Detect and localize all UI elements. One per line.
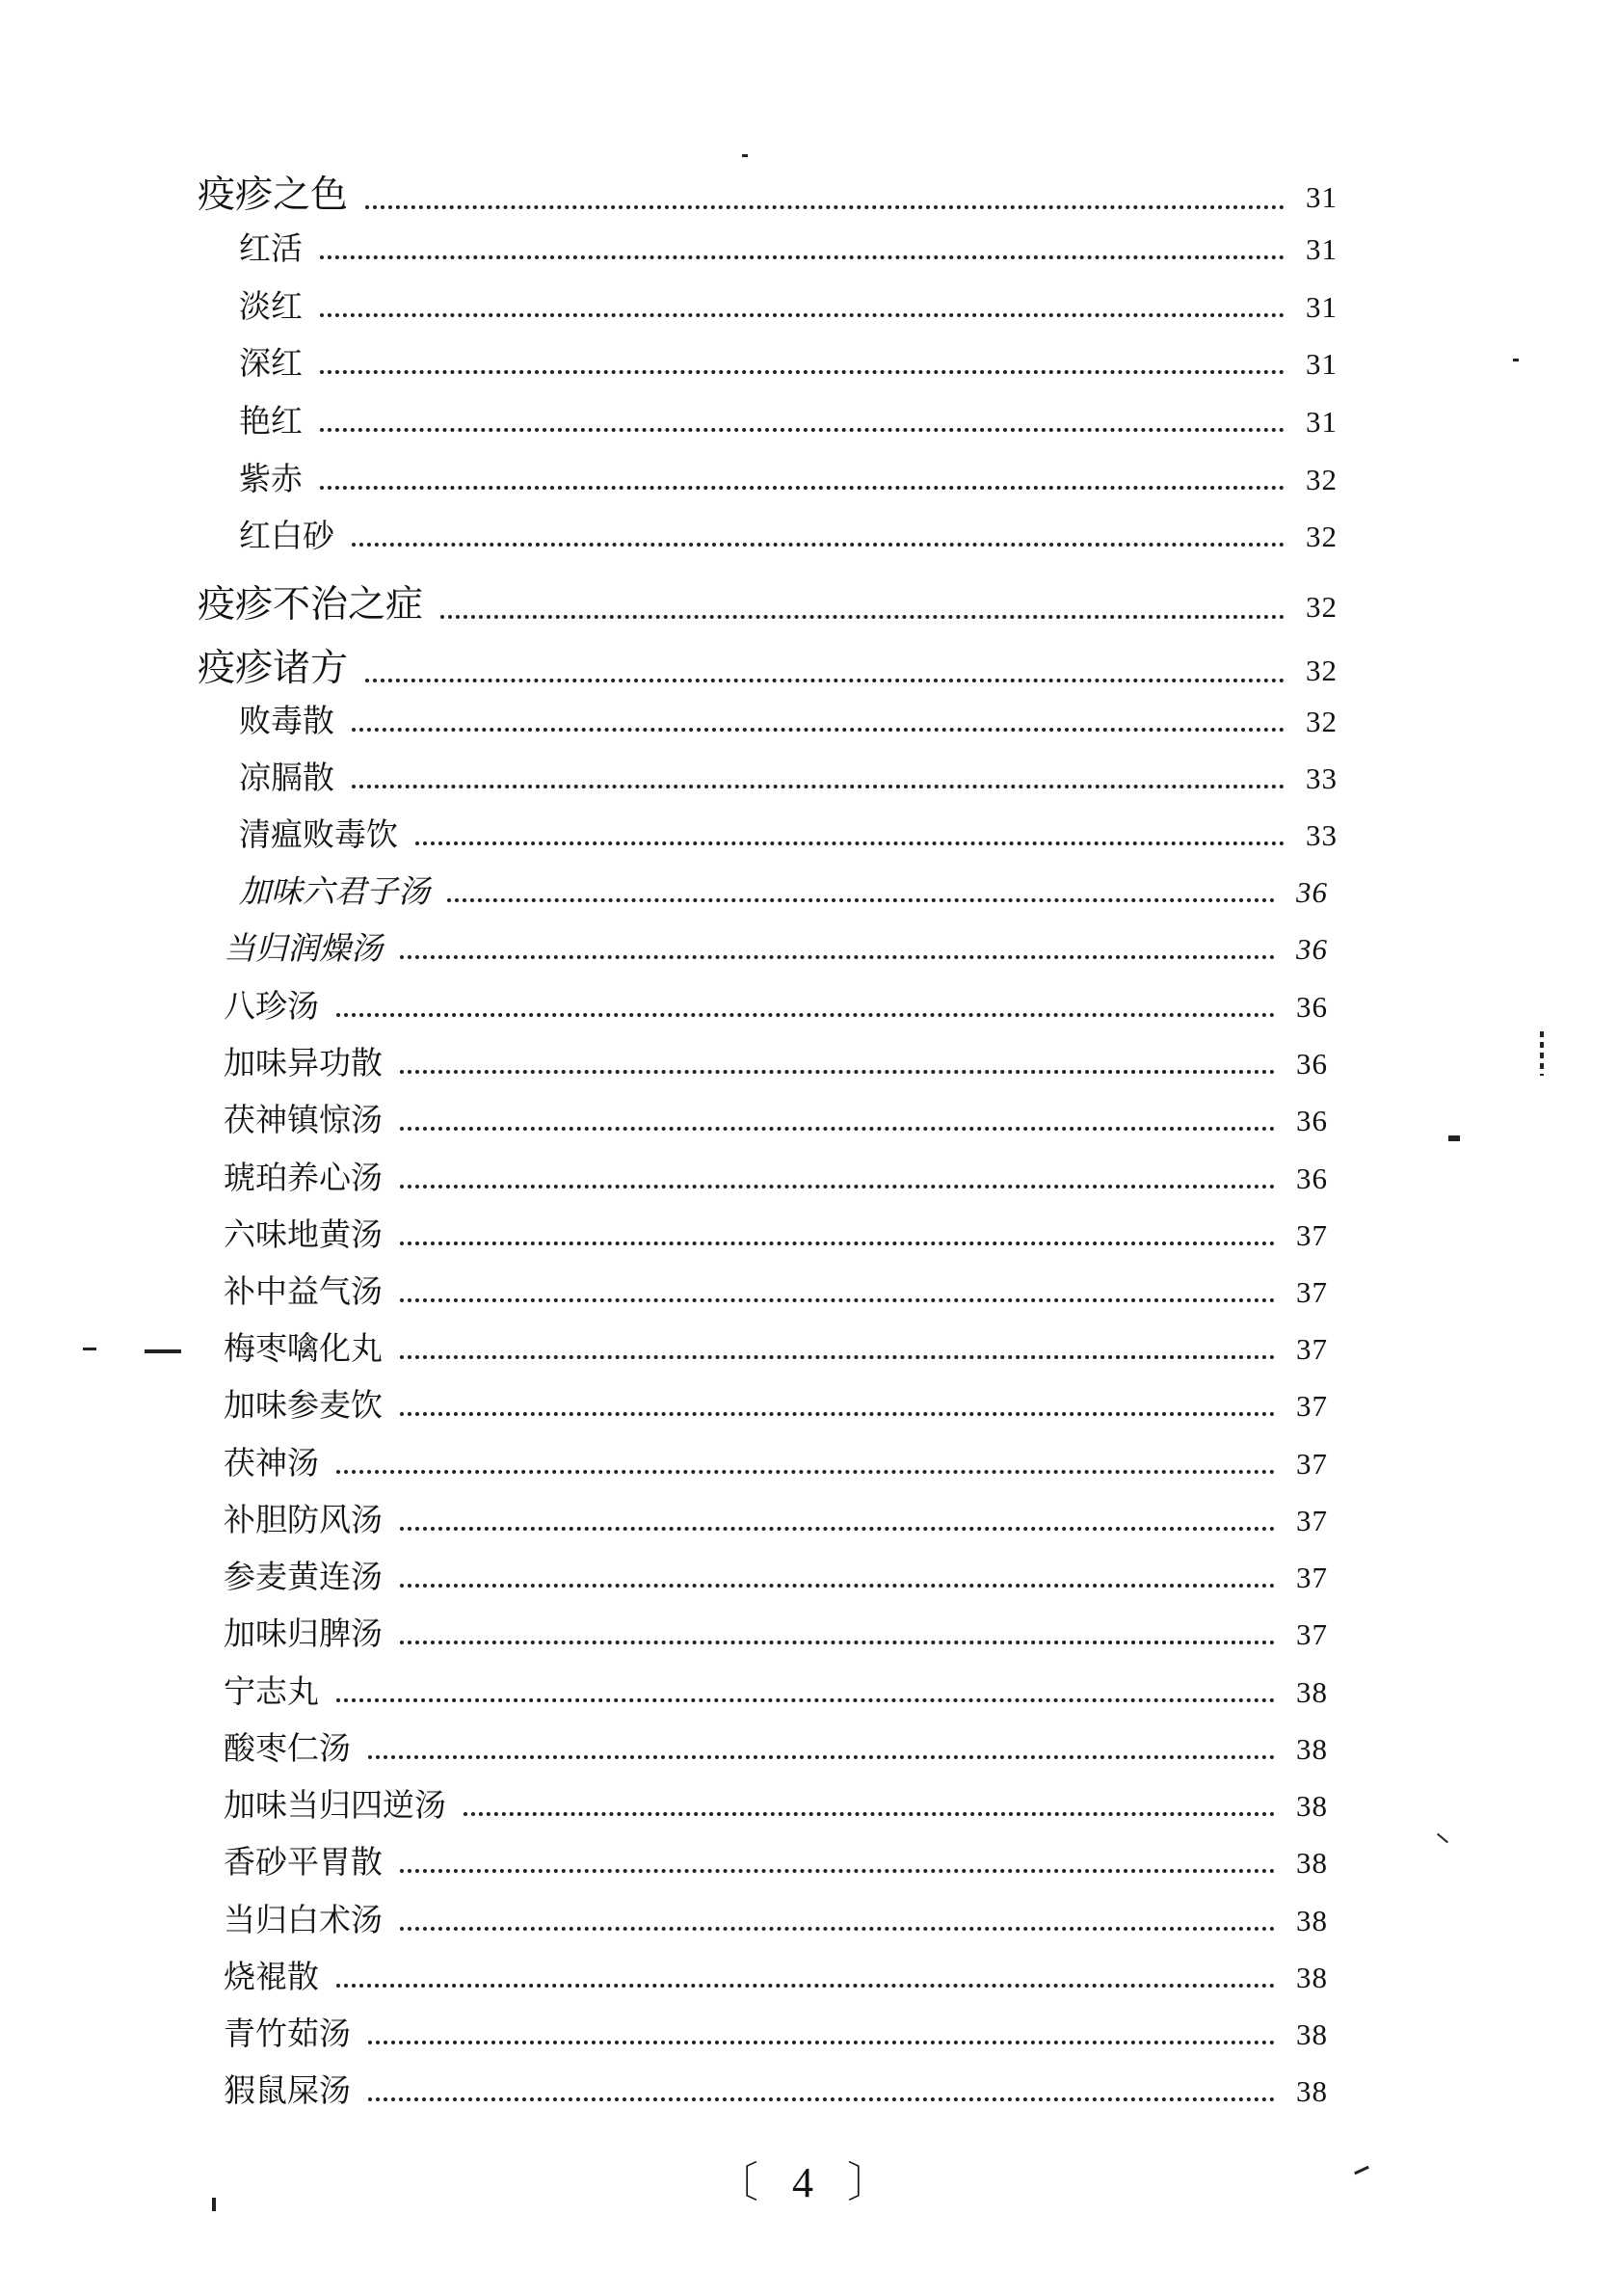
dot-leader	[400, 1241, 1275, 1245]
dot-leader	[336, 1470, 1275, 1474]
toc-entry-page: 32	[1306, 520, 1338, 553]
toc-entry-page: 37	[1296, 1275, 1328, 1309]
toc-entry-page: 36	[1296, 1047, 1328, 1081]
toc-entry-page: 38	[1296, 1732, 1328, 1766]
toc-entry[interactable]	[224, 1323, 1328, 1369]
dot-leader	[400, 1641, 1275, 1644]
dot-leader	[352, 543, 1285, 547]
toc-entry-page: 38	[1296, 1675, 1328, 1709]
dot-leader	[400, 1298, 1275, 1302]
toc-entry[interactable]	[224, 1495, 1328, 1540]
toc-entry[interactable]	[224, 1095, 1328, 1140]
toc-entry-page: 38	[1296, 2017, 1328, 2051]
dot-leader	[400, 1927, 1275, 1931]
toc-entry-title: 青竹茹汤	[224, 2015, 351, 2052]
dot-leader	[400, 1070, 1275, 1074]
toc-entry-title: 红白砂	[239, 517, 334, 554]
toc-entry-page: 32	[1306, 654, 1338, 687]
toc-entry[interactable]	[239, 281, 1338, 327]
toc-entry-title: 败毒散	[239, 702, 334, 739]
toc-entry-page: 38	[1296, 1789, 1328, 1823]
toc-entry-page: 37	[1296, 1218, 1328, 1252]
dot-leader	[400, 1869, 1275, 1873]
toc-entry-page: 38	[1296, 2074, 1328, 2108]
toc-entry-title: 茯神汤	[224, 1444, 319, 1482]
toc-entry-page: 38	[1296, 1904, 1328, 1937]
toc-entry-title: 紫赤	[239, 460, 303, 497]
toc-entry-title: 猳鼠屎汤	[224, 2071, 351, 2109]
toc-entry[interactable]	[239, 810, 1338, 855]
toc-entry[interactable]	[239, 696, 1338, 741]
dot-leader	[368, 1755, 1275, 1759]
page-number: 〔 4 〕	[716, 2159, 901, 2206]
dot-leader	[336, 1984, 1275, 1988]
dot-leader	[464, 1812, 1275, 1816]
toc-entry-page: 32	[1306, 705, 1338, 738]
scan-speck	[83, 1348, 96, 1350]
dot-leader	[400, 1355, 1275, 1359]
toc-entry-title: 深红	[239, 344, 303, 382]
toc-entry-page: 37	[1296, 1504, 1328, 1537]
scan-speck	[1540, 1031, 1544, 1076]
toc-entry-page: 37	[1296, 1389, 1328, 1423]
dot-leader	[400, 1185, 1275, 1188]
scan-speck	[1448, 1135, 1460, 1141]
toc-entry[interactable]	[239, 338, 1338, 384]
toc-entry-page: 36	[1296, 990, 1328, 1024]
toc-entry[interactable]	[239, 224, 1338, 269]
toc-entry[interactable]	[224, 1552, 1328, 1597]
toc-entry[interactable]	[239, 753, 1338, 798]
toc-entry-page: 31	[1306, 405, 1338, 439]
toc-entry-page: 36	[1296, 875, 1328, 909]
dot-leader	[336, 1013, 1275, 1017]
scan-speck	[742, 154, 748, 157]
dot-leader	[352, 728, 1285, 732]
dot-leader	[320, 428, 1285, 432]
toc-entry[interactable]	[198, 165, 1338, 219]
toc-entry-title: 当归白术汤	[224, 1901, 383, 1938]
toc-entry-title: 八珍汤	[224, 987, 319, 1025]
toc-entry-title: 加味归脾汤	[224, 1615, 383, 1652]
dot-leader	[400, 1527, 1275, 1531]
toc-entry-title: 加味当归四逆汤	[224, 1786, 446, 1824]
toc-entry-title: 当归润燥汤	[224, 929, 383, 967]
dot-leader	[320, 370, 1285, 374]
toc-entry-page: 37	[1296, 1447, 1328, 1481]
toc-entry-title: 艳红	[239, 402, 303, 440]
toc-entry-title: 烧裩散	[224, 1958, 319, 1995]
dot-leader	[368, 2097, 1275, 2101]
toc-entry[interactable]	[224, 981, 1328, 1027]
toc-entry[interactable]	[198, 574, 1338, 628]
toc-entry[interactable]	[224, 1210, 1328, 1255]
toc-entry[interactable]	[239, 454, 1338, 499]
toc-entry-title: 疫疹之色	[198, 174, 349, 217]
toc-entry-title: 补胆防风汤	[224, 1501, 383, 1538]
scan-speck	[145, 1349, 181, 1353]
toc-entry-page: 33	[1306, 761, 1338, 795]
toc-entry-title: 淡红	[239, 287, 303, 325]
dot-leader	[320, 313, 1285, 317]
dot-leader	[447, 898, 1275, 902]
toc-entry[interactable]	[224, 1609, 1328, 1654]
toc-entry-title: 清瘟败毒饮	[239, 815, 398, 853]
toc-entry[interactable]	[224, 1723, 1328, 1769]
toc-entry[interactable]	[224, 1780, 1328, 1826]
toc-entry[interactable]	[224, 1438, 1328, 1483]
toc-entry[interactable]	[239, 867, 1328, 912]
toc-entry-title: 梅枣噙化丸	[224, 1329, 383, 1367]
toc-entry-title: 宁志丸	[224, 1672, 319, 1710]
dot-leader	[320, 255, 1285, 259]
toc-entry[interactable]	[239, 396, 1338, 441]
toc-entry-page: 32	[1306, 463, 1338, 496]
toc-entry-page: 38	[1296, 1961, 1328, 1994]
toc-entry-title: 琥珀养心汤	[224, 1159, 383, 1196]
toc-entry-title: 加味六君子汤	[239, 872, 430, 910]
toc-entry[interactable]	[224, 923, 1328, 969]
dot-leader	[368, 2041, 1275, 2044]
toc-entry[interactable]	[224, 1267, 1328, 1312]
toc-entry-page: 36	[1296, 932, 1328, 966]
toc-entry[interactable]	[224, 1952, 1328, 1997]
toc-entry-title: 酸枣仁汤	[224, 1729, 351, 1767]
toc-entry[interactable]	[224, 1380, 1328, 1426]
scan-speck	[1513, 359, 1519, 361]
toc-entry-page: 31	[1306, 290, 1338, 324]
toc-entry[interactable]	[224, 1153, 1328, 1198]
toc-entry-page: 36	[1296, 1104, 1328, 1137]
dot-leader	[365, 205, 1285, 209]
toc-entry[interactable]	[224, 1837, 1328, 1882]
toc-entry[interactable]	[198, 638, 1338, 692]
toc-entry[interactable]	[239, 511, 1338, 556]
dot-leader	[400, 1584, 1275, 1588]
toc-entry-page: 37	[1296, 1332, 1328, 1366]
toc-entry-title: 加味异功散	[224, 1044, 383, 1081]
toc-entry-title: 疫疹不治之症	[198, 583, 424, 627]
toc-entry-page: 37	[1296, 1617, 1328, 1651]
dot-leader	[320, 486, 1285, 490]
dot-leader	[440, 615, 1285, 619]
toc-entry-title: 香砂平胃散	[224, 1843, 383, 1881]
dot-leader	[400, 1127, 1275, 1131]
toc-entry-page: 31	[1306, 180, 1338, 214]
toc-entry-page: 32	[1306, 590, 1338, 624]
toc-entry-title: 凉膈散	[239, 759, 334, 796]
dot-leader	[352, 785, 1285, 788]
toc-entry[interactable]	[224, 1038, 1328, 1083]
dot-leader	[336, 1698, 1275, 1702]
toc-entry[interactable]	[224, 1895, 1328, 1940]
dot-leader	[400, 955, 1275, 959]
toc-entry-title: 参麦黄连汤	[224, 1558, 383, 1595]
toc-entry-title: 补中益气汤	[224, 1272, 383, 1310]
dot-leader	[400, 1412, 1275, 1416]
toc-entry-title: 加味参麦饮	[224, 1386, 383, 1424]
toc-entry[interactable]	[224, 2009, 1328, 2054]
toc-entry-title: 六味地黄汤	[224, 1215, 383, 1253]
toc-entry-page: 31	[1306, 232, 1338, 266]
toc-entry-page: 31	[1306, 347, 1338, 381]
toc-entry[interactable]	[224, 1667, 1328, 1712]
dot-leader	[365, 679, 1285, 682]
toc-entry[interactable]	[224, 2066, 1328, 2111]
toc-entry-title: 红活	[239, 229, 303, 267]
toc-entry-title: 茯神镇惊汤	[224, 1101, 383, 1138]
toc-entry-page: 37	[1296, 1561, 1328, 1594]
toc-entry-page: 36	[1296, 1161, 1328, 1195]
toc-entry-page: 38	[1296, 1846, 1328, 1880]
toc-entry-page: 33	[1306, 818, 1338, 852]
dot-leader	[415, 841, 1285, 845]
toc-entry-title: 疫疹诸方	[198, 647, 349, 690]
scan-speck	[212, 2198, 216, 2211]
